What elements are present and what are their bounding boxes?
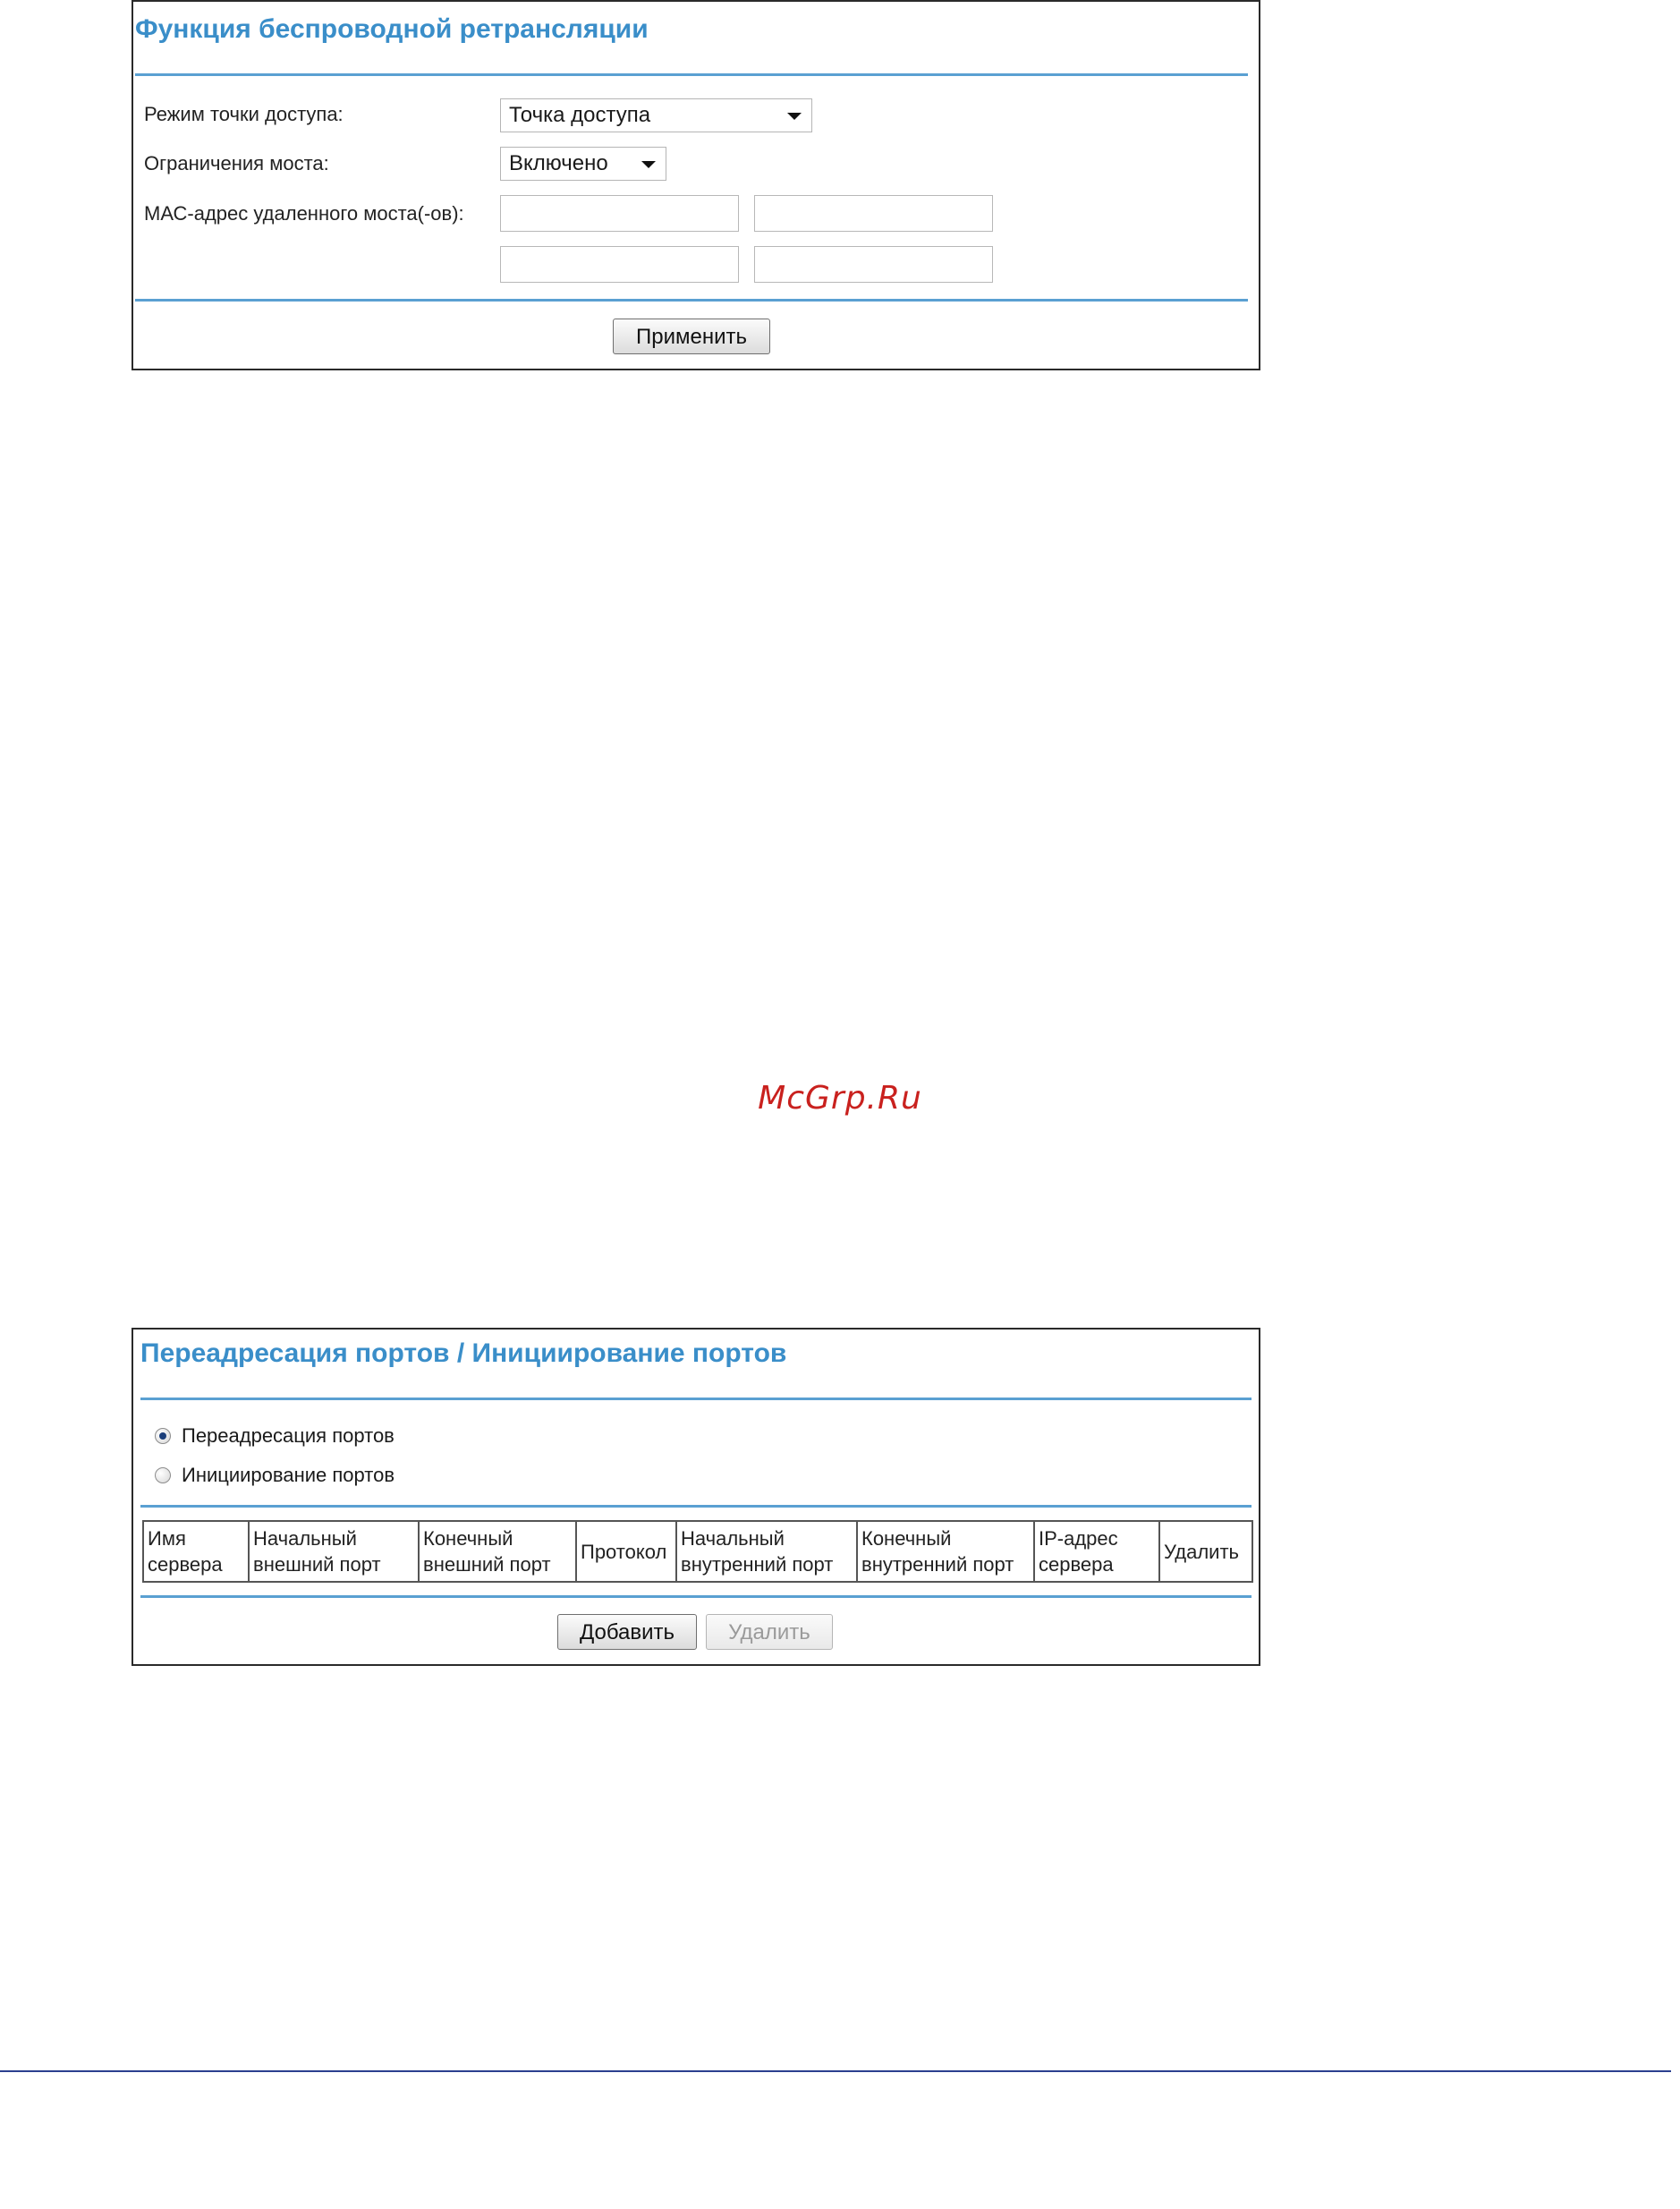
port-title-divider (140, 1398, 1252, 1400)
chevron-down-icon (641, 161, 656, 168)
port-rules-table (142, 1520, 1253, 1583)
radio-unchecked-icon[interactable] (155, 1467, 171, 1483)
port-middle-divider (140, 1505, 1252, 1508)
repeater-title-divider (135, 73, 1248, 76)
radio-checked-icon[interactable] (155, 1428, 171, 1444)
table-header-row (143, 1521, 1252, 1582)
delete-rule-button[interactable]: Удалить (706, 1614, 833, 1650)
bridge-restriction-value: Включено (509, 151, 608, 175)
ap-mode-value: Точка доступа (509, 103, 651, 127)
col-start-external-port: Начальный внешний порт (249, 1521, 419, 1582)
repeater-bottom-divider (135, 299, 1248, 302)
bridge-restriction-select[interactable] (500, 147, 666, 181)
remote-mac-input-2[interactable] (754, 195, 993, 232)
col-start-internal-port: Начальный внутренний порт (676, 1521, 857, 1582)
port-forwarding-panel (132, 1328, 1260, 1666)
col-end-internal-port: Конечный внутренний порт (857, 1521, 1034, 1582)
bridge-restriction-label: Ограничения моста: (144, 152, 329, 174)
col-protocol: Протокол (576, 1521, 676, 1582)
repeater-panel-title: Функция беспроводной ретрансляции (135, 14, 649, 44)
remote-mac-input-3[interactable] (500, 246, 739, 283)
remote-mac-input-4[interactable] (754, 246, 993, 283)
chevron-down-icon (787, 113, 802, 120)
ap-mode-select[interactable] (500, 98, 812, 132)
col-delete: Удалить (1159, 1521, 1252, 1582)
radio-port-triggering-label: Инициирование портов (182, 1464, 395, 1486)
watermark-text: McGrp.Ru (758, 1080, 922, 1117)
col-server-ip: IP-адрес сервера (1034, 1521, 1159, 1582)
wireless-repeater-panel (132, 0, 1260, 370)
apply-button[interactable]: Применить (613, 319, 770, 354)
ap-mode-label: Режим точки доступа: (144, 103, 344, 125)
radio-port-forwarding-label: Переадресация портов (182, 1424, 395, 1447)
port-bottom-divider (140, 1595, 1252, 1598)
remote-bridge-mac-label: МАС-адрес удаленного моста(-ов): (144, 202, 464, 225)
port-forwarding-title: Переадресация портов / Инициирование портов (140, 1338, 787, 1368)
col-end-external-port: Конечный внешний порт (419, 1521, 576, 1582)
remote-mac-input-1[interactable] (500, 195, 739, 232)
col-server-name: Имя сервера (143, 1521, 249, 1582)
page-footer-divider (0, 2070, 1671, 2072)
add-rule-button[interactable]: Добавить (557, 1614, 697, 1650)
